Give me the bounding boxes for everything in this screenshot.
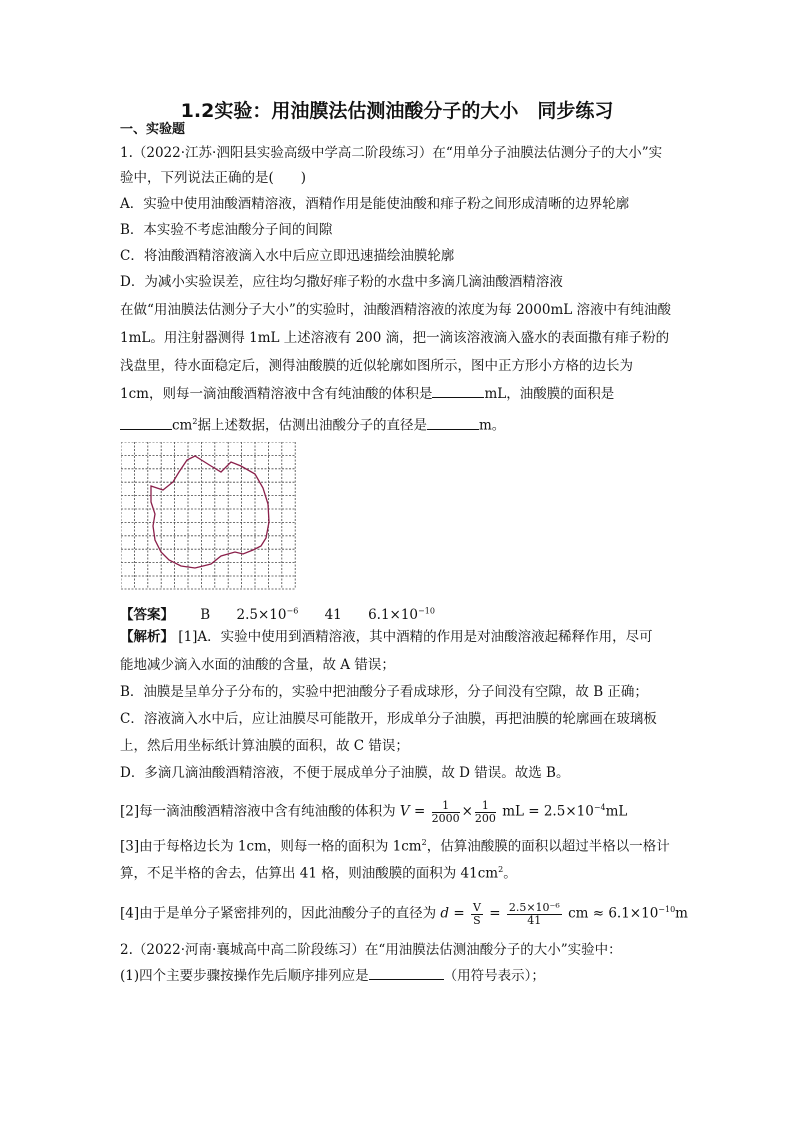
answer-1: B: [200, 606, 211, 623]
analysis-10-exp: −10: [658, 905, 676, 914]
answer-3: 41: [324, 606, 342, 623]
fraction-v-s: [471, 902, 483, 927]
q1-paragraph-line1: 在做“用油膜法估测分子大小”的实验时，油酸酒精溶液的浓度为每 2000mL 溶液中有纯油酸: [120, 302, 672, 318]
analysis-label: 【解析】: [120, 629, 174, 645]
q1-paragraph-line3: 浅盘里，待水面稳定后，测得油酸膜的近似轮廓如图所示，图中正方形小方格的边长为: [120, 358, 633, 374]
answer-2-exp: −6: [286, 606, 299, 615]
section-heading: 一、实验题: [120, 122, 186, 137]
q2-stem-line1: 2.（2022·河南·襄城高中高二阶段练习）在“用油膜法估测油酸分子的大小”实验中：: [120, 942, 622, 958]
analysis-8-text-b: ，估算油酸膜的面积以超过半格以一格计: [426, 838, 670, 855]
analysis-7-v: V =: [399, 803, 426, 820]
analysis-10-text-b: cm ≈ 6.1×10: [568, 905, 659, 922]
analysis-line4: C．溶液滴入水中后，应让油膜尽可能散开，形成单分子油膜，再把油膜的轮廓画在玻璃板: [120, 711, 657, 727]
analysis-7-text-c: mL: [605, 803, 628, 820]
q1-option-a: A．实验中使用油酸酒精溶液，酒精作用是能使油酸和痱子粉之间形成清晰的边界轮廓: [120, 196, 630, 212]
answer-blank-3: [427, 417, 479, 430]
analysis-line6: D．多滴几滴油酸酒精溶液，不便于展成单分子油膜，故 D 错误。故选 B。: [120, 765, 570, 781]
frac3-den: S: [473, 913, 481, 927]
frac4-num: 2.5×10⁻⁶: [508, 900, 560, 914]
analysis-9-text-b: 。: [503, 865, 517, 882]
frac2-den: 200: [474, 811, 496, 825]
analysis-10-d: d =: [440, 905, 465, 922]
page-title: 1.2实验：用油膜法估测油酸分子的大小 同步练习: [180, 100, 614, 122]
analysis-9-sup: 2: [498, 865, 504, 874]
q1-p4-text-b: mL，油酸膜的面积是: [484, 386, 615, 402]
q1-paragraph-line5: [120, 412, 680, 436]
oil-film-outline: [151, 456, 269, 568]
answer-blank-1: [432, 385, 484, 398]
analysis-line7: [2]每一滴油酸酒精溶液中含有纯油酸的体积为 V = $\frac{1}{2000}$ × $\frac{1}{200}$ mL = $2.5\times 10^{-4}mL$: [120, 798, 628, 825]
analysis-line9: [120, 860, 680, 884]
analysis-10-text-c: m: [675, 905, 688, 922]
q1-paragraph-line2: 1mL。用注射器测得 1mL 上述溶液有 200 滴，把一滴该溶液滴入盛水的表面撒有痱子粉的: [120, 330, 670, 346]
q1-option-b: B．本实验不考虑油酸分子间的间隙: [120, 222, 333, 238]
answer-blank-2: [120, 417, 172, 430]
frac2-num: 1: [475, 800, 496, 813]
q1-option-c: C．将油酸酒精溶液滴入水中后应立即迅速描绘油膜轮廓: [120, 248, 455, 264]
analysis-line10: [120, 893, 688, 927]
analysis-8-sup: 2: [421, 838, 427, 847]
analysis-9-text-a: 算，不足半格的舍去，估算出 41 格，则油酸膜的面积为 41cm: [120, 865, 499, 882]
frac1-den: 2000: [431, 811, 460, 825]
q1-p5-text-a: cm: [172, 417, 193, 434]
q1-option-d: D．为减小实验误差，应往均匀撒好痱子粉的水盘中多滴几滴油酸酒精溶液: [120, 274, 563, 290]
answer-label: 【答案】: [120, 606, 174, 623]
analysis-line5: 上，然后用坐标纸计算油膜的面积，故 C 错误；: [120, 738, 409, 754]
answer-line: [120, 601, 680, 625]
frac3-num: V: [472, 900, 481, 914]
analysis-7-text-a: [2]每一滴油酸酒精溶液中含有纯油酸的体积为: [120, 803, 396, 820]
analysis-line8: [120, 833, 680, 857]
answer-2: [237, 607, 299, 623]
analysis-line3: B．油膜是呈单分子分布的，实验中把油酸分子看成球形，分子间没有空隙，故 B 正确；: [120, 684, 648, 700]
q1-p5-text-b: 据上述数据，估测出油酸分子的直径是: [197, 417, 427, 434]
q1-stem-line1: 1.（2022·江苏·泗阳县实验高级中学高二阶段练习）在“用单分子油膜法估测分子的大小”实: [120, 145, 663, 161]
analysis-7-exp: −4: [593, 803, 606, 812]
fraction-1-2000: [432, 800, 460, 825]
answer-4-exp: −10: [418, 606, 435, 615]
analysis-8-text-a: [3]由于每格边长为 1cm，则每一格的面积为 1cm: [120, 838, 422, 855]
q2-text-a: (1)四个主要步骤按操作先后顺序排列应是: [120, 968, 369, 984]
analysis-text-1: [1]A．实验中使用到酒精溶液，其中酒精的作用是对油酸溶液起稀释作用，尽可: [178, 629, 653, 645]
analysis-line2: 能地减少滴入水面的油酸的含量，故 A 错误；: [120, 657, 395, 673]
answer-4-base: 6.1×10: [368, 606, 419, 623]
q1-p5-sup: 2: [192, 417, 198, 426]
q1-stem-line2: 验中，下列说法正确的是( ): [120, 170, 307, 186]
analysis-7-text-b: mL = 2.5×10: [502, 803, 594, 820]
answer-blank-4: [369, 967, 444, 980]
fraction-1-200: [475, 800, 496, 825]
analysis-10-text-a: [4]由于是单分子紧密排列的，因此油酸分子的直径为: [120, 905, 437, 922]
fraction-diameter: [507, 902, 562, 927]
q2-text-b: （用符号表示）；: [443, 968, 545, 984]
answer-2-base: 2.5×10: [236, 606, 287, 623]
frac4-den: 41: [527, 913, 542, 927]
analysis-10-eq: =: [489, 905, 501, 922]
q1-paragraph-line4: [120, 384, 680, 404]
answer-4: [368, 607, 435, 623]
q2-stem-line2: [120, 966, 680, 986]
frac1-num: 1: [432, 800, 460, 813]
analysis-line1: [120, 627, 680, 647]
oil-film-grid-figure: [121, 442, 301, 590]
q1-p4-text-a: 1cm，则每一滴油酸酒精溶液中含有纯油酸的体积是: [120, 386, 433, 402]
q1-p5-text-c: m。: [478, 417, 506, 434]
